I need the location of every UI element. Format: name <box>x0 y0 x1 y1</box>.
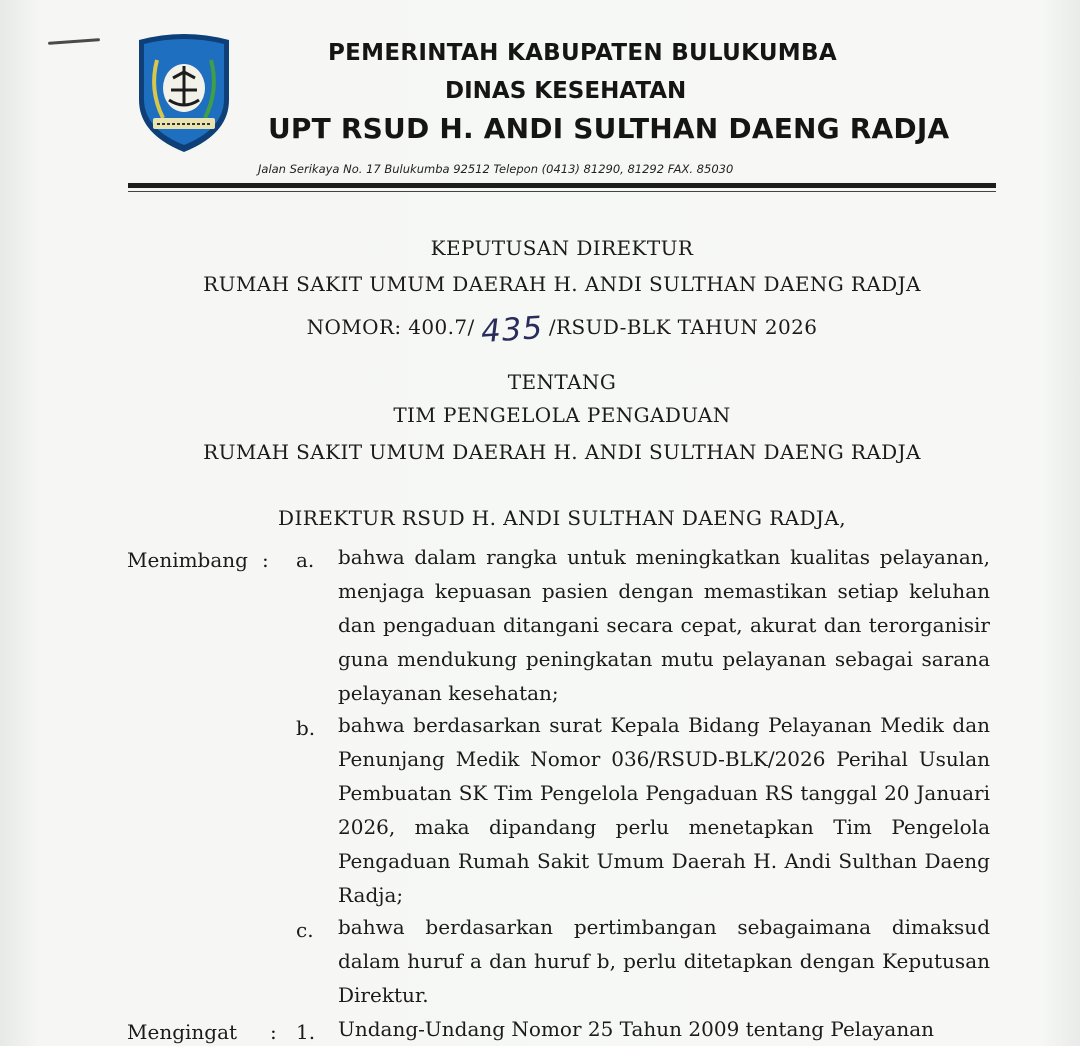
decree-about: TENTANG <box>507 370 617 394</box>
decree-subject-line2: RUMAH SAKIT UMUM DAERAH H. ANDI SULTHAN DAENG RADJA <box>203 440 921 464</box>
mengingat-label: Mengingat <box>127 1020 238 1044</box>
bulukumba-regency-crest-icon <box>133 30 235 156</box>
menimbang-item-a: bahwa dalam rangka untuk meningkatkan kualitas pelayanan, menjaga kepuasan pasien dengan memastikan setiap keluhan dan pengaduan ditangani secara cepat, akurat dan terorganisir guna mendukung peningkatan mutu pelayanan sebagai sarana pelayanan kesehatan; <box>338 545 990 705</box>
decree-number-handwritten: 435 <box>479 309 545 351</box>
letterhead-divider-thin <box>128 191 996 192</box>
decree-institution: RUMAH SAKIT UMUM DAERAH H. ANDI SULTHAN DAENG RADJA <box>203 272 921 296</box>
menimbang-label: Menimbang <box>127 548 248 572</box>
letterhead-government: PEMERINTAH KABUPATEN BULUKUMBA <box>328 40 837 66</box>
decree-number-suffix: /RSUD-BLK TAHUN 2026 <box>548 315 818 339</box>
letterhead-hospital: UPT RSUD H. ANDI SULTHAN DAENG RADJA <box>268 112 950 145</box>
mengingat-item-1: Undang-Undang Nomor 25 Tahun 2009 tentang Pelayanan <box>338 1017 935 1041</box>
letterhead-address: Jalan Serikaya No. 17 Bulukumba 92512 Telepon (0413) 81290, 81292 FAX. 85030 <box>258 162 734 176</box>
menimbang-item-c: bahwa berdasarkan pertimbangan sebagaimana dimaksud dalam huruf a dan huruf b, perlu ditetapkan dengan Keputusan Direktur. <box>338 915 990 1007</box>
decree-title: KEPUTUSAN DIREKTUR <box>430 236 694 260</box>
mengingat-colon: : <box>270 1020 277 1044</box>
letterhead-department: DINAS KESEHATAN <box>445 78 687 104</box>
decree-number <box>128 306 996 351</box>
decree-subject-line1: TIM PENGELOLA PENGADUAN <box>393 403 731 427</box>
menimbang-colon: : <box>262 548 269 572</box>
mengingat-index-1: 1. <box>296 1020 316 1044</box>
menimbang-index-b: b. <box>296 716 316 740</box>
menimbang-index-c: c. <box>296 918 314 942</box>
menimbang-item-b: bahwa berdasarkan surat Kepala Bidang Pelayanan Medik dan Penunjang Medik Nomor 036/RSUD-BLK/2026 Perihal Usulan Pembuatan SK Tim Pengelola Pengaduan RS tanggal 20 Januari 2026, maka dipandang perlu menetapkan Tim Pengelola Pengaduan Rumah Sakit Umum Daerah H. Andi Sulthan Daeng Radja; <box>338 713 990 907</box>
menimbang-index-a: a. <box>296 548 315 572</box>
letterhead-divider-thick <box>128 183 996 188</box>
decree-issuer: DIREKTUR RSUD H. ANDI SULTHAN DAENG RADJA, <box>278 506 846 530</box>
decree-number-prefix: NOMOR: 400.7/ <box>306 315 475 339</box>
